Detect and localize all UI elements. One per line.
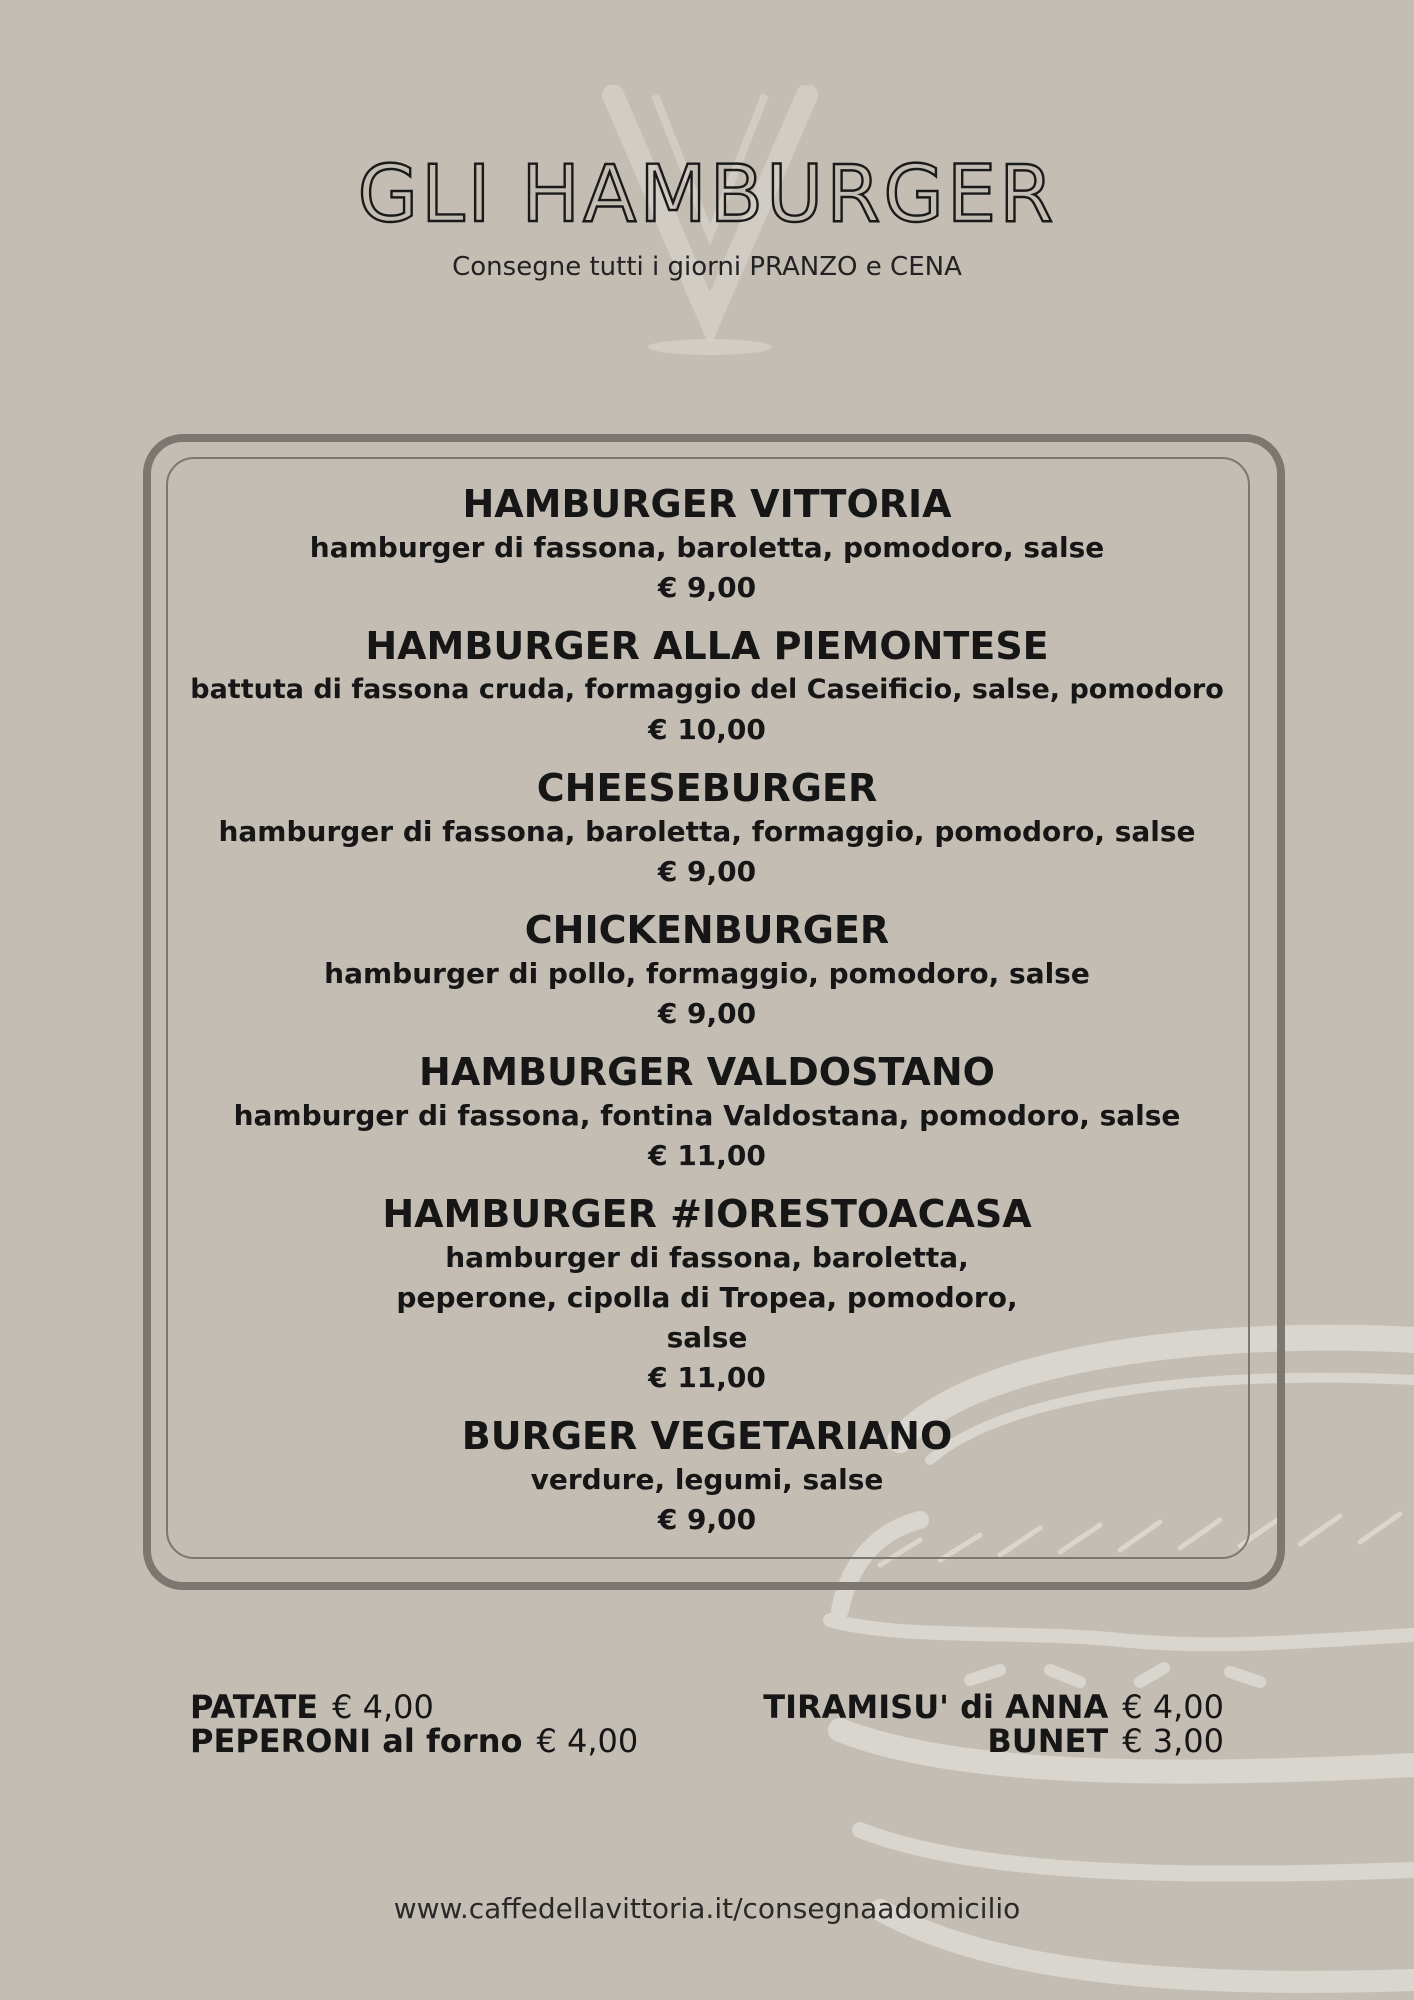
page-subtitle: Consegne tutti i giorni PRANZO e CENA bbox=[452, 252, 962, 282]
desserts-list bbox=[763, 1690, 1224, 1758]
menu-item-vegetariano bbox=[170, 1412, 1244, 1540]
side-item bbox=[190, 1690, 638, 1724]
menu-item-valdostano bbox=[170, 1048, 1244, 1176]
menu-item-description: hamburger di fassona, baroletta, formaggio, pomodoro, salse bbox=[218, 815, 1196, 848]
side-item-name: PATATE bbox=[190, 1688, 319, 1726]
menu-item-name: BURGER VEGETARIANO bbox=[461, 1414, 953, 1458]
website-link[interactable]: www.caffedellavittoria.it/consegnaadomicilio bbox=[393, 1892, 1021, 1925]
dessert-item bbox=[763, 1724, 1224, 1758]
menu-item-description: hamburger di fassona, baroletta, pomodoro, salse bbox=[309, 531, 1105, 564]
menu-item-cheeseburger bbox=[170, 764, 1244, 892]
menu-item-name: CHEESEBURGER bbox=[536, 766, 878, 810]
menu-item-price: € 11,00 bbox=[648, 1361, 766, 1394]
burger-menu-list bbox=[170, 480, 1244, 1554]
side-item-price: € 4,00 bbox=[332, 1688, 434, 1726]
side-item bbox=[190, 1724, 638, 1758]
menu-item-description: hamburger di pollo, formaggio, pomodoro, salse bbox=[324, 957, 1090, 990]
page-title: GLI HAMBURGER bbox=[357, 150, 1057, 240]
menu-item-description: verdure, legumi, salse bbox=[530, 1463, 884, 1496]
menu-item-name: HAMBURGER #IORESTOACASA bbox=[382, 1192, 1032, 1236]
menu-item-price: € 11,00 bbox=[648, 1139, 766, 1172]
menu-item-piemontese bbox=[170, 622, 1244, 750]
dessert-item-price: € 3,00 bbox=[1122, 1722, 1224, 1760]
menu-item-name: HAMBURGER ALLA PIEMONTESE bbox=[365, 624, 1049, 668]
menu-item-description: hamburger di fassona, fontina Valdostana, pomodoro, salse bbox=[233, 1099, 1181, 1132]
menu-item-price: € 9,00 bbox=[657, 997, 757, 1030]
menu-item-name: CHICKENBURGER bbox=[524, 908, 890, 952]
side-item-name: PEPERONI al forno bbox=[190, 1722, 523, 1760]
menu-item-price: € 9,00 bbox=[657, 571, 757, 604]
dessert-item bbox=[763, 1690, 1224, 1724]
menu-item-price: € 9,00 bbox=[657, 855, 757, 888]
sides-list bbox=[190, 1690, 638, 1758]
dessert-item-name: BUNET bbox=[987, 1722, 1109, 1760]
menu-item-iorestoacasa bbox=[170, 1190, 1244, 1398]
menu-item-description: battuta di fassona cruda, formaggio del Caseificio, salse, pomodoro bbox=[190, 674, 1224, 705]
dessert-item-name: TIRAMISU' di ANNA bbox=[763, 1688, 1109, 1726]
menu-item-description: hamburger di fassona, baroletta, peperone, cipolla di Tropea, pomodoro, salse bbox=[396, 1241, 1018, 1354]
menu-item-price: € 9,00 bbox=[657, 1503, 757, 1536]
menu-item-price: € 10,00 bbox=[648, 713, 766, 746]
dessert-item-price: € 4,00 bbox=[1122, 1688, 1224, 1726]
menu-item-name: HAMBURGER VITTORIA bbox=[462, 482, 952, 526]
menu-item-name: HAMBURGER VALDOSTANO bbox=[419, 1050, 995, 1094]
side-item-price: € 4,00 bbox=[536, 1722, 639, 1760]
menu-item-vittoria bbox=[170, 480, 1244, 608]
menu-item-chickenburger bbox=[170, 906, 1244, 1034]
